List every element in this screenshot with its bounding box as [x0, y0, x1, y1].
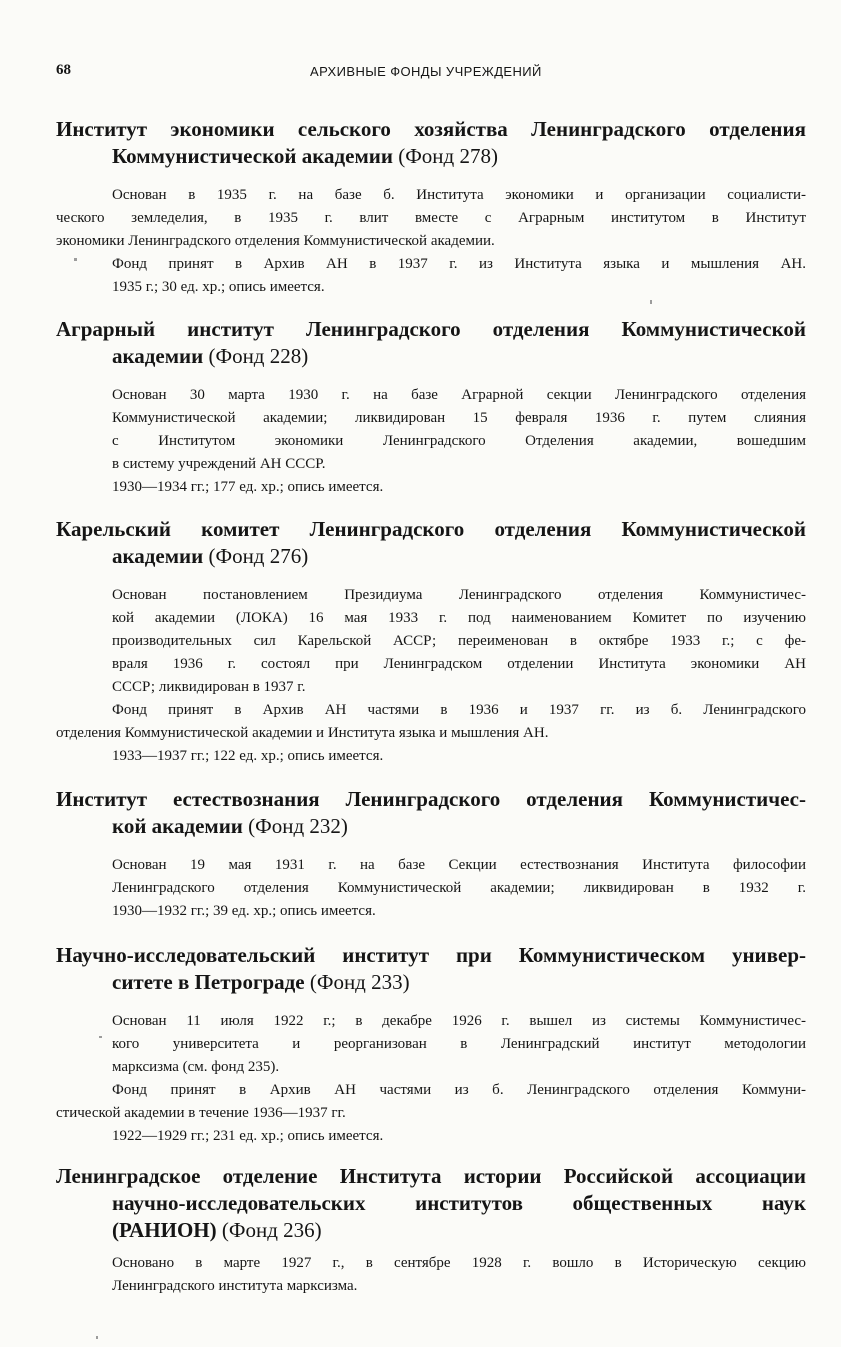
entry-description [56, 584, 806, 768]
text-line: Фонд принят в Архив АН в 1937 г. из Института языка и мышления АН. [112, 256, 806, 272]
fond-number: (Фонд 236) [221, 1218, 322, 1242]
entry-title-line: академии [112, 544, 204, 568]
running-head [0, 62, 841, 84]
fond-entry-228 [56, 316, 806, 499]
entry-description [56, 384, 806, 499]
scan-speck [99, 1036, 102, 1038]
text-line: Основан постановлением Президиума Ленинградского отделения Коммунистичес- [112, 587, 806, 603]
text-line: Фонд принят в Архив АН частями из б. Ленинградского отделения Коммуни- [112, 1082, 806, 1098]
fond-number: (Фонд 233) [309, 970, 410, 994]
entry-title-line: ситете в Петрограде [112, 970, 305, 994]
entry-title-line: научно-исследовательских институтов общественных наук [112, 1191, 806, 1215]
text-line: в систему учреждений АН СССР. [112, 456, 326, 472]
text-line: Коммунистической академии; ликвидирован 15 февраля 1936 г. путем слияния [112, 410, 806, 426]
entry-title-line: Научно-исследовательский институт при Коммунистическом универ- [56, 943, 806, 967]
fond-number: (Фонд 228) [208, 344, 309, 368]
entry-title-line: Институт экономики сельского хозяйства Ленинградского отделения [56, 117, 806, 141]
holdings-line: 1930—1934 гг.; 177 ед. хр.; опись имеется. [112, 479, 384, 495]
text-line: производительных сил Карельской АССР; переименован в октябре 1933 г.; с фе- [112, 633, 806, 649]
text-line: стической академии в течение 1936—1937 гг. [56, 1105, 346, 1121]
holdings-line: 1933—1937 гг.; 122 ед. хр.; опись имеется. [112, 748, 384, 764]
fond-entry-233 [56, 942, 806, 1148]
fond-entry-278 [56, 116, 806, 299]
scan-speck [650, 300, 652, 304]
entry-description [56, 1252, 806, 1298]
text-line: Ленинградского отделения Коммунистической академии; ликвидирован в 1932 г. [112, 880, 806, 896]
text-line: СССР; ликвидирован в 1937 г. [112, 679, 306, 695]
text-line: марксизма (см. фонд 235). [112, 1059, 280, 1075]
text-line: Основан 11 июля 1922 г.; в декабре 1926 г. вышел из системы Коммунистичес- [112, 1013, 806, 1029]
scan-speck [96, 1336, 98, 1339]
running-head-title: АРХИВНЫЕ ФОНДЫ УЧРЕЖДЕНИЙ [310, 64, 542, 79]
fond-number: (Фонд 278) [398, 144, 498, 168]
text-line: с Институтом экономики Ленинградского Отделения академии, вошедшим [112, 433, 806, 449]
fond-entry-236 [56, 1163, 806, 1298]
holdings-line: 1922—1929 гг.; 231 ед. хр.; опись имеется. [112, 1128, 384, 1144]
entry-title [56, 942, 806, 996]
text-line: Ленинградского института марксизма. [112, 1278, 358, 1294]
text-line: Основан 19 мая 1931 г. на базе Секции естествознания Института философии [112, 857, 806, 873]
text-line: Фонд принят в Архив АН частями в 1936 и 1937 гг. из б. Ленинградского [112, 702, 806, 718]
text-line: ческого земледелия, в 1935 г. влит вместе с Аграрным институтом в Институт [56, 210, 806, 226]
entry-title [56, 1163, 806, 1244]
fond-number: (Фонд 232) [248, 814, 348, 838]
entry-description [56, 184, 806, 299]
entry-title-line: Аграрный институт Ленинградского отделения Коммунистической [56, 317, 806, 341]
fond-entry-232 [56, 786, 806, 923]
text-line: кого университета и реорганизован в Ленинградский институт методологии [112, 1036, 806, 1052]
text-line: кой академии (ЛОКА) 16 мая 1933 г. под наименованием Комитет по изучению [112, 610, 806, 626]
entry-title-line: Ленинградское отделение Института истории Российской ассоциации [56, 1164, 806, 1188]
entry-title [56, 786, 806, 840]
page-number: 68 [56, 62, 71, 78]
entry-title [56, 116, 806, 170]
text-line: отделения Коммунистической академии и Института языка и мышления АН. [56, 725, 549, 741]
text-line: экономики Ленинградского отделения Коммунистической академии. [56, 233, 495, 249]
entry-title-line: Коммунистической академии [112, 144, 393, 168]
entry-title-line: Институт естествознания Ленинградского отделения Коммунистичес- [56, 787, 806, 811]
entry-title-line: Карельский комитет Ленинградского отделения Коммунистической [56, 517, 806, 541]
text-line: враля 1936 г. состоял при Ленинградском отделении Института экономики АН [112, 656, 806, 672]
entry-title-line: (РАНИОН) [112, 1218, 217, 1242]
entry-title-line: академии [112, 344, 204, 368]
scan-speck [74, 258, 77, 261]
text-line: Основано в марте 1927 г., в сентябре 1928 г. вошло в Историческую секцию [112, 1255, 806, 1271]
holdings-line: 1930—1932 гг.; 39 ед. хр.; опись имеется. [112, 903, 376, 919]
fond-number: (Фонд 276) [208, 544, 309, 568]
text-line: Основан в 1935 г. на базе б. Института экономики и организации социалисти- [112, 187, 806, 203]
entry-title-line: кой академии [112, 814, 243, 838]
entry-title [56, 316, 806, 370]
holdings-line: 1935 г.; 30 ед. хр.; опись имеется. [112, 279, 325, 295]
entry-description [56, 854, 806, 923]
text-line: Основан 30 марта 1930 г. на базе Аграрной секции Ленинградского отделения [112, 387, 806, 403]
fond-entry-276 [56, 516, 806, 768]
entry-title [56, 516, 806, 570]
entry-description [56, 1010, 806, 1148]
